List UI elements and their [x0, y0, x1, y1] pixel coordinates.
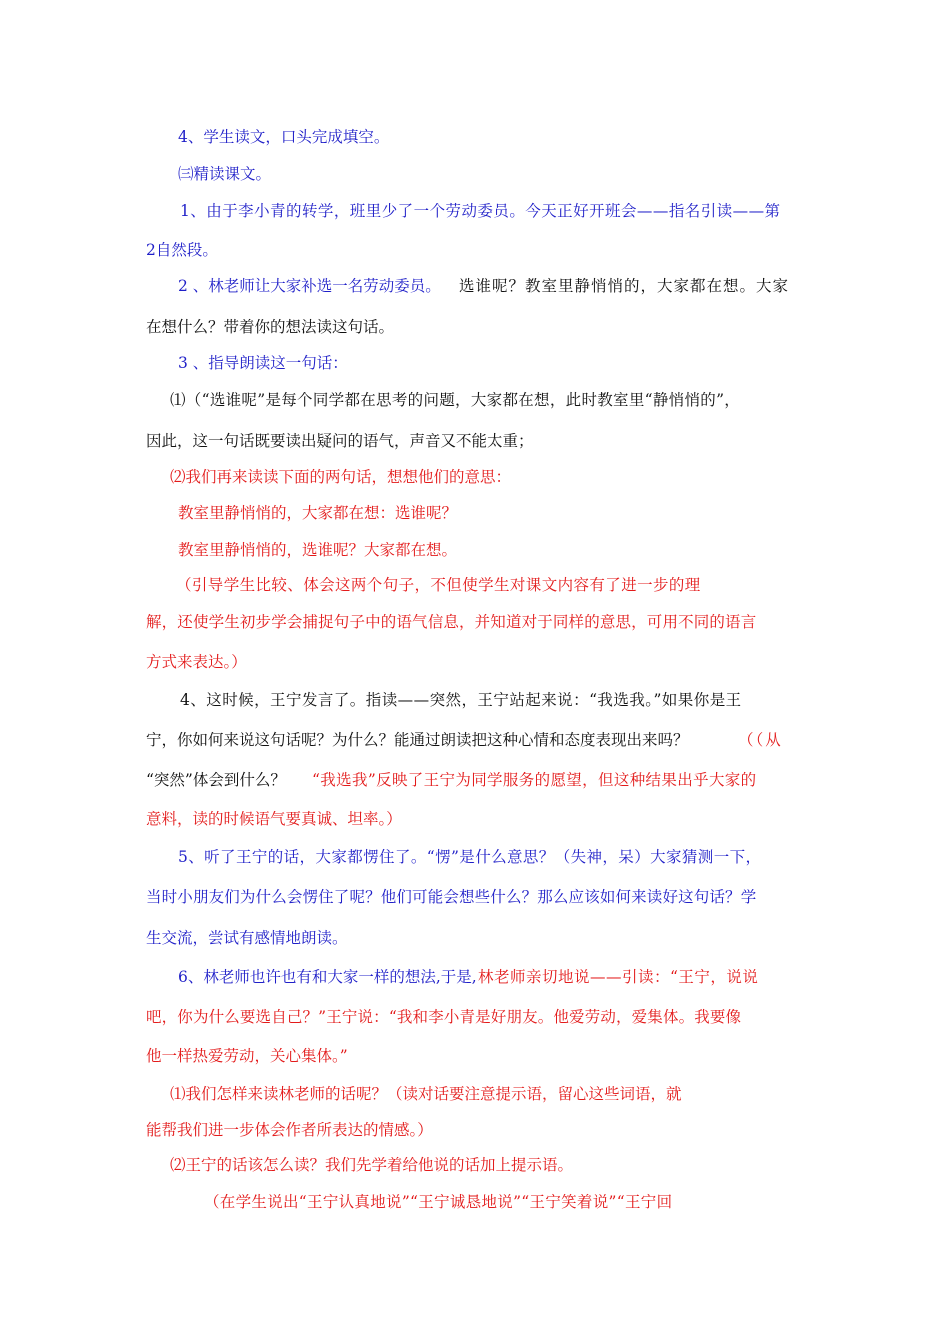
- text-line: 6、林老师也许也有和大家一样的想法,于是,: [178, 968, 477, 986]
- text-line: 4、学生读文，口头完成填空。: [178, 128, 390, 146]
- text-line: 方式来表达。）: [146, 653, 247, 671]
- text-line: 2自然段。: [146, 241, 218, 259]
- text-line: 4、这时候，王宁发言了。指读——突然，王宁站起来说：“我选我。”如果你是王: [180, 691, 742, 709]
- text-line: （引导学生比较、体会这两个句子，不但使学生对课文内容有了进一步的理: [176, 576, 701, 594]
- text-line: ⑵我们再来读读下面的两句话，想想他们的意思：: [170, 468, 512, 486]
- text-line: “我选我”反映了王宁为同学服务的愿望，但这种结果出乎大家的: [312, 771, 757, 789]
- text-line: 教室里静悄悄的，选谁呢？大家都在想。: [178, 541, 458, 559]
- text-line: 因此，这一句话既要读出疑问的语气，声音又不能太重；: [146, 432, 534, 450]
- text-line: ⑴我们怎样来读林老师的话呢？（读对话要注意提示语，留心这些词语，就: [170, 1085, 682, 1103]
- text-line: 选谁呢？教室里静悄悄的，大家都在想。大家: [459, 277, 790, 295]
- text-line: 1、由于李小青的转学，班里少了一个劳动委员。今天正好开班会——指名引读——第: [180, 202, 781, 220]
- text-line: 能帮我们进一步体会作者所表达的情感。）: [146, 1121, 433, 1139]
- text-line: （（从: [738, 731, 783, 749]
- text-line: （在学生说出“王宁认真地说”“王宁诚恳地说”“王宁笑着说”“王宁回: [204, 1193, 673, 1211]
- text-line: ⑵王宁的话该怎么读？我们先学着给他说的话加上提示语。: [170, 1156, 574, 1174]
- text-line: 5、听了王宁的话，大家都愣住了。“愣”是什么意思？（失神，呆）大家猜测一下，: [178, 848, 762, 866]
- text-line: 教室里静悄悄的，大家都在想：选谁呢？: [178, 504, 458, 522]
- text-line: ⑴（“选谁呢”是每个同学都在思考的问题，大家都在想，此时教室里“静悄悄的”，: [170, 391, 741, 409]
- text-line: 在想什么？带着你的想法读这句话。: [146, 318, 395, 336]
- text-line: 2 、林老师让大家补选一名劳动委员。: [178, 277, 441, 295]
- text-line: 吧，你为什么要选自己？”王宁说：“我和李小青是好朋友。他爱劳动，爱集体。我要像: [146, 1008, 742, 1026]
- text-line: 生交流，尝试有感情地朗读。: [146, 929, 348, 947]
- text-line: 林老师亲切地说——引读：“王宁，说说: [478, 968, 759, 986]
- text-line: 宁，你如何来说这句话呢？为什么？能通过朗读把这种心情和态度表现出来吗？: [146, 731, 689, 749]
- text-line: 当时小朋友们为什么会愣住了呢？他们可能会想些什么？那么应该如何来读好这句话？学: [146, 888, 757, 906]
- text-line: 解，还使学生初步学会捕捉句子中的语气信息，并知道对于同样的意思，可用不同的语言: [146, 613, 757, 631]
- text-line: ㈢精读课文。: [178, 165, 272, 183]
- text-line: 他一样热爱劳动，关心集体。”: [146, 1047, 348, 1065]
- text-line: “突然”体会到什么？: [146, 771, 286, 789]
- text-line: 意料，读的时候语气要真诚、坦率。）: [146, 810, 402, 828]
- text-line: 3 、指导朗读这一句话：: [178, 354, 348, 372]
